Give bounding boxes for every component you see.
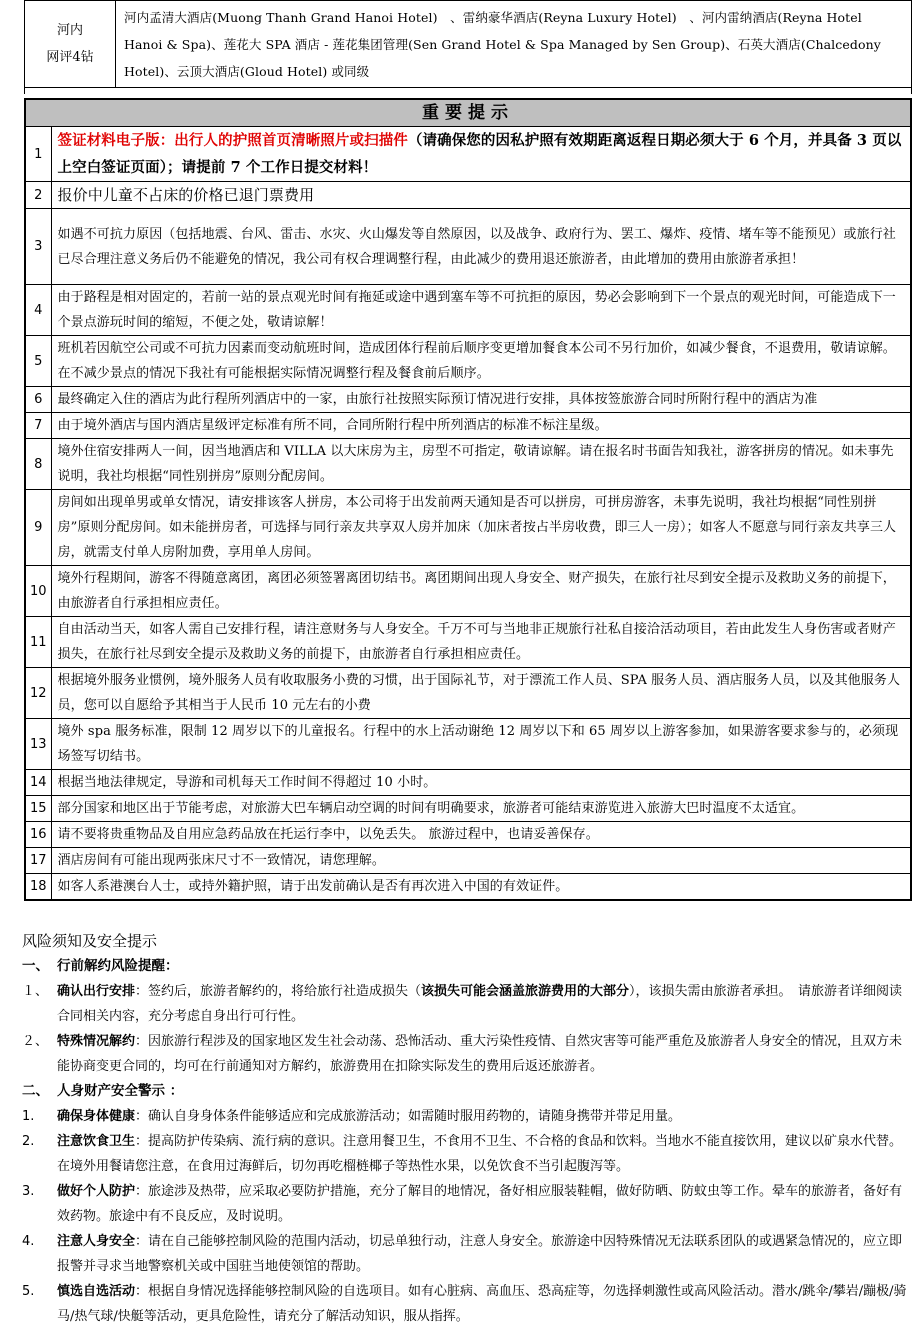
s2-item-body bbox=[57, 1279, 914, 1329]
tip-number: 1 bbox=[25, 127, 51, 182]
tip-number: 6 bbox=[25, 387, 51, 413]
visa-material-highlight: 签证材料电子版：出行人的护照首页清晰照片或扫描件 bbox=[57, 132, 408, 149]
s1-item-keyword: 特殊情况解约 bbox=[57, 1034, 136, 1049]
tip-row bbox=[25, 668, 911, 719]
tip-text: 根据当地法律规定，导游和司机每天工作时间不得超过 10 小时。 bbox=[51, 770, 911, 796]
tip-row bbox=[25, 336, 911, 387]
tip-row bbox=[25, 796, 911, 822]
tip-text: 境外 spa 服务标准，限制 12 周岁以下的儿童报名。行程中的水上活动谢绝 12 周岁以下和 65 周岁以上游客参加，如果游客要求参与的，必须现场签写切结书。 bbox=[51, 719, 911, 770]
tip-text: 由于路程是相对固定的，若前一站的景点观光时间有拖延或途中遇到塞车等不可抗拒的原因，势必会影响到下一个景点的观光时间，可能造成下一个景点游玩时间的缩短，不便之处，敬请谅解！ bbox=[51, 285, 911, 336]
tip-number: 14 bbox=[25, 770, 51, 796]
tip-number: 12 bbox=[25, 668, 51, 719]
tip-text: 如客人系港澳台人士，或持外籍护照，请于出发前确认是否有再次进入中国的有效证件。 bbox=[51, 874, 911, 901]
tip-row bbox=[25, 209, 911, 285]
s2-item-body bbox=[57, 1229, 914, 1279]
risk-title: 风险须知及安全提示 bbox=[22, 932, 158, 950]
tip-row bbox=[25, 822, 911, 848]
risk-section bbox=[22, 929, 914, 1329]
tip-row bbox=[25, 719, 911, 770]
tip-row bbox=[25, 848, 911, 874]
tip-number: 16 bbox=[25, 822, 51, 848]
tip-number: 9 bbox=[25, 490, 51, 566]
section-two-heading bbox=[22, 1079, 914, 1104]
s2-item-keyword: 注意人身安全 bbox=[57, 1234, 136, 1249]
s1-item-marker: １、 bbox=[22, 984, 49, 999]
s2-item-text: ：根据自身情况选择能够控制风险的自选项目。如有心脏病、高血压、恐高症等，勿选择刺激性或高风险活动。潜水/跳伞/攀岩/蹦极/骑马/热气球/快艇等活动，更具危险性，请充分了解活动知识，服从指挥。 bbox=[57, 1284, 907, 1324]
s2-item bbox=[22, 1179, 914, 1229]
tip-row bbox=[25, 874, 911, 901]
s2-item-marker: 1. bbox=[22, 1109, 35, 1124]
section-one-marker: 一、 bbox=[22, 958, 49, 974]
hotel-row bbox=[25, 1, 912, 88]
tip-number: 18 bbox=[25, 874, 51, 901]
tip-number: 17 bbox=[25, 848, 51, 874]
tip-row bbox=[25, 413, 911, 439]
s2-item bbox=[22, 1229, 914, 1279]
tip-row bbox=[25, 770, 911, 796]
tip-row bbox=[25, 566, 911, 617]
s2-item-body bbox=[57, 1129, 914, 1179]
s2-item-text: ：请在自己能够控制风险的范围内活动，切忌单独行动，注意人身安全。旅游途中因特殊情况无法联系团队的或遇紧急情况的，应立即报警并寻求当地警察机关或中国驻当地使领馆的帮助。 bbox=[57, 1234, 903, 1274]
tip-number: 15 bbox=[25, 796, 51, 822]
tip-row bbox=[25, 127, 911, 182]
tip-row bbox=[25, 490, 911, 566]
table-gap bbox=[25, 88, 912, 95]
tip-number: 4 bbox=[25, 285, 51, 336]
s1-item-emphasis: 该损失可能会涵盖旅游费用的大部分 bbox=[421, 984, 630, 999]
tip-text: 请不要将贵重物品及自用应急药品放在托运行李中，以免丢失。 旅游过程中，也请妥善保存。 bbox=[51, 822, 911, 848]
s2-item-keyword: 确保身体健康 bbox=[57, 1109, 136, 1124]
section-one-title: 行前解约风险提醒： bbox=[57, 958, 179, 974]
hotel-rating: 网评4钻 bbox=[46, 50, 94, 65]
s1-item bbox=[22, 979, 914, 1029]
important-tips-table bbox=[24, 98, 912, 901]
tip-number: 8 bbox=[25, 439, 51, 490]
s2-item-text: ：提高防护传染病、流行病的意识。注意用餐卫生，不食用不卫生、不合格的食品和饮料。当地水不能直接饮用，建议以矿泉水代替。在境外用餐请您注意，在食用过海鲜后，切勿再吃榴梿椰子等热性水果，以免饮食不当引起腹泻等。 bbox=[57, 1134, 903, 1174]
itinerary-table bbox=[24, 0, 912, 94]
s1-item-text-tail: ），该损失需由旅游者承担。 请旅游者详细阅读合同相关内容，充分考虑自身出行可行性。 bbox=[57, 984, 903, 1024]
tip-text: 酒店房间有可能出现两张床尺寸不一致情况，请您理解。 bbox=[51, 848, 911, 874]
s2-item-text: ：确认自身身体条件能够适应和完成旅游活动；如需随时服用药物的，请随身携带并带足用量。 bbox=[135, 1109, 682, 1124]
s2-item-marker: 5. bbox=[22, 1284, 35, 1299]
tip-number: 3 bbox=[25, 209, 51, 285]
tip-text: 根据境外服务业惯例，境外服务人员有收取服务小费的习惯，出于国际礼节，对于漂流工作人员、SPA 服务人员、酒店服务人员，以及其他服务人员，您可以自愿给予其相当于人民币 10 元左右的小费 bbox=[51, 668, 911, 719]
tip-number: 10 bbox=[25, 566, 51, 617]
s2-item bbox=[22, 1104, 914, 1129]
tip-text: 报价中儿童不占床的价格已退门票费用 bbox=[51, 182, 911, 209]
tip-row bbox=[25, 617, 911, 668]
section-one-heading bbox=[22, 954, 914, 979]
tip-number: 11 bbox=[25, 617, 51, 668]
tip-text: 班机若因航空公司或不可抗力因素而变动航班时间，造成团体行程前后顺序变更增加餐食本公司不另行加价，如减少餐食，不退费用，敬请谅解。在不减少景点的情况下我社有可能根据实际情况调整行程及餐食前后顺序。 bbox=[51, 336, 911, 387]
tip-text: 部分国家和地区出于节能考虑，对旅游大巴车辆启动空调的时间有明确要求，旅游者可能结束游览进入旅游大巴时温度不太适宜。 bbox=[51, 796, 911, 822]
hotel-city-cell bbox=[25, 1, 116, 88]
hotel-list: 河内孟清大酒店(Muong Thanh Grand Hanoi Hotel) 、雷纳豪华酒店(Reyna Luxury Hotel) 、河内雷纳酒店(Reyna Hotel Hanoi & Spa)、莲花大 SPA 酒店 - 莲花集团管理(Sen Grand Hotel & Spa Managed by Sen Group)、石英大酒店(Chalcedony Hotel)、云顶大酒店(Gloud Hotel) 或同级 bbox=[116, 1, 912, 88]
tip-text: 如遇不可抗力原因（包括地震、台风、雷击、水灾、火山爆发等自然原因，以及战争、政府行为、罢工、爆炸、疫情、堵车等不能预见）或旅行社已尽合理注意义务后仍不能避免的情况，我公司有权合理调整行程，由此减少的费用退还旅游者，由此增加的费用由旅游者承担！ bbox=[51, 209, 911, 285]
s1-item-text: ：签约后，旅游者解约的，将给旅行社造成损失（ bbox=[135, 984, 422, 999]
s2-item-marker: 3. bbox=[22, 1184, 35, 1199]
s1-item bbox=[22, 1029, 914, 1079]
tip-text: 境外行程期间，游客不得随意离团，离团必须签署离团切结书。离团期间出现人身安全、财产损失，在旅行社尽到安全提示及救助义务的前提下，由旅游者自行承担相应责任。 bbox=[51, 566, 911, 617]
s2-item-keyword: 做好个人防护 bbox=[57, 1184, 136, 1199]
tips-header: 重要提示 bbox=[25, 99, 911, 127]
s2-item bbox=[22, 1129, 914, 1179]
s1-item-body bbox=[57, 979, 914, 1029]
tip-text: 境外住宿安排两人一间，因当地酒店和 VILLA 以大床房为主，房型不可指定，敬请谅解。请在报名时书面告知我社，游客拼房的情况。如未事先说明，我社均根据“同性别拼房”原则分配房间。 bbox=[51, 439, 911, 490]
tip-text: 自由活动当天，如客人需自己安排行程，请注意财务与人身安全。千万不可与当地非正规旅行社私自接洽活动项目，若由此发生人身伤害或者财产损失，在旅行社尽到安全提示及救助义务的前提下，由旅游者自行承担相应责任。 bbox=[51, 617, 911, 668]
tip-number: 2 bbox=[25, 182, 51, 209]
tip-number: 5 bbox=[25, 336, 51, 387]
visa-material-note: （请确保您的因私护照有效期距离返程日期必须大于 6 个月，并具备 3 页以上空白签证页面）；请提前 7 个工作日提交材料！ bbox=[57, 132, 902, 176]
s2-item-keyword: 慎选自选活动 bbox=[57, 1284, 136, 1299]
s1-item-text: ：因旅游行程涉及的国家地区发生社会动荡、恐怖活动、重大污染性疫情、自然灾害等可能严重危及旅游者人身安全的情况，且双方未能协商变更合同的，均可在行前通知对方解约，旅游费用在扣除实际发生的费用后返还旅游者。 bbox=[57, 1034, 903, 1074]
s2-item-text: ：旅途涉及热带，应采取必要防护措施，充分了解目的地情况，备好相应服装鞋帽，做好防晒、防蚊虫等工作。晕车的旅游者，备好有效药物。旅途中有不良反应，及时说明。 bbox=[57, 1184, 903, 1224]
s2-item-body bbox=[57, 1179, 914, 1229]
tip-number: 13 bbox=[25, 719, 51, 770]
tip-text-visa bbox=[51, 127, 911, 182]
s2-item-body bbox=[57, 1104, 914, 1129]
tip-text: 最终确定入住的酒店为此行程所列酒店中的一家，由旅行社按照实际预订情况进行安排，具体按签旅游合同时所附行程中的酒店为准 bbox=[51, 387, 911, 413]
s2-item-marker: 4. bbox=[22, 1234, 35, 1249]
tip-row bbox=[25, 182, 911, 209]
s1-item-body bbox=[57, 1029, 914, 1079]
tip-row bbox=[25, 387, 911, 413]
s1-item-marker: ２、 bbox=[22, 1034, 49, 1049]
s1-item-keyword: 确认出行安排 bbox=[57, 984, 136, 999]
section-two-title: 人身财产安全警示 ： bbox=[57, 1083, 184, 1099]
tip-text: 房间如出现单男或单女情况，请安排该客人拼房，本公司将于出发前两天通知是否可以拼房，可拼房游客，未事先说明，我社均根据“同性别拼房”原则分配房间。如未能拼房者，可选择与同行亲友共享双人房并加床（加床者按占半房收费，即三人一房）；如客人不愿意与同行亲友共享三人房，就需支付单人房附加费，享用单人房间。 bbox=[51, 490, 911, 566]
s2-item bbox=[22, 1279, 914, 1329]
hotel-city: 河内 bbox=[56, 23, 83, 38]
tip-text: 由于境外酒店与国内酒店星级评定标准有所不同，合同所附行程中所列酒店的标准不标注星级。 bbox=[51, 413, 911, 439]
s2-item-keyword: 注意饮食卫生 bbox=[57, 1134, 136, 1149]
s2-item-marker: 2. bbox=[22, 1134, 35, 1149]
tip-number: 7 bbox=[25, 413, 51, 439]
tip-row bbox=[25, 285, 911, 336]
tip-row bbox=[25, 439, 911, 490]
section-two-marker: 二、 bbox=[22, 1083, 49, 1099]
